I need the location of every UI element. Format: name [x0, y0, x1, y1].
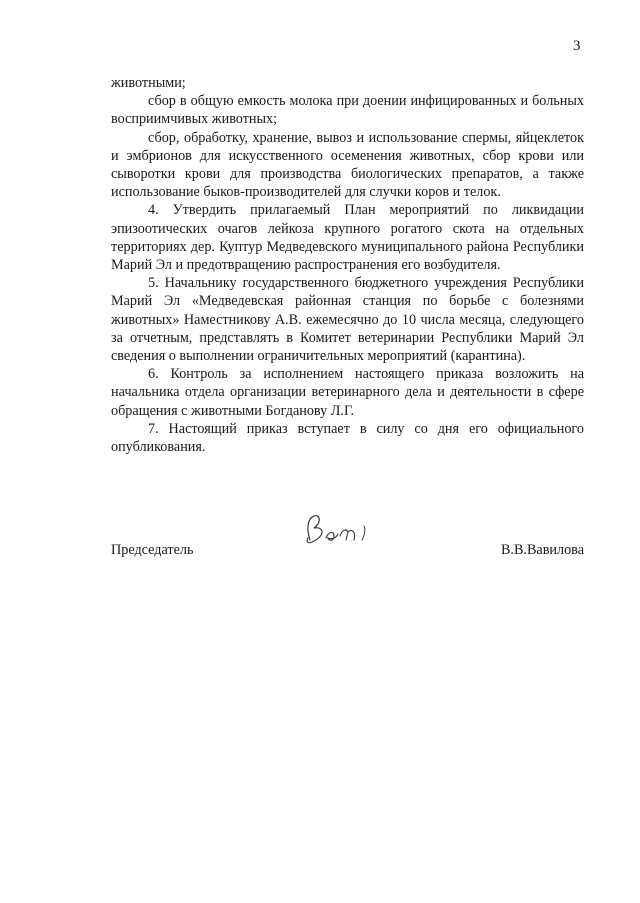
signature-block — [111, 534, 584, 574]
signatory-title: Председатель — [111, 542, 194, 558]
paragraph-continuation: животными; — [111, 75, 186, 91]
handwritten-signature — [296, 508, 386, 554]
paragraph-sperm-collection: сбор, обработку, хранение, вывоз и использование спермы, яйцеклеток и эмбрионов для искусственного осеменения животных, сбор крови или сыворотки крови для производства биологических препаратов, а также использование быков-производителей для случки коров и телок. — [111, 129, 584, 201]
paragraph-item-7: 7. Настоящий приказ вступает в силу со дня его официального опубликования. — [111, 420, 584, 456]
signatory-name: В.В.Вавилова — [500, 542, 584, 558]
paragraph-item-4: 4. Утвердить прилагаемый План мероприятий по ликвидации эпизоотических очагов лейкоза крупного рогатого скота на отдельных территориях дер. Куптур Медведевского муниципального района Республики Марий Эл и предотвращению распространения его возбудителя. — [111, 202, 584, 274]
page-number: 3 — [573, 38, 581, 54]
paragraph-milk-collection: сбор в общую емкость молока при доении инфицированных и больных восприимчивых животных; — [111, 93, 584, 128]
paragraph-item-5: 5. Начальнику государственного бюджетного учреждения Республики Марий Эл «Медведевская районная станция по борьбе с болезнями животных» Наместникову А.В. ежемесячно до 10 числа месяца, следующего за отчетным, представлять в Комитет ветеринарии Республики Марий Эл сведения о выполнении ограничительных мероприятий (карантина). — [111, 275, 584, 365]
paragraph-item-6: 6. Контроль за исполнением настоящего приказа возложить на начальника отдела организации ветеринарного дела и деятельности в сфере обращения с животными Богданову Л.Г. — [111, 366, 584, 419]
document-body — [111, 74, 584, 456]
